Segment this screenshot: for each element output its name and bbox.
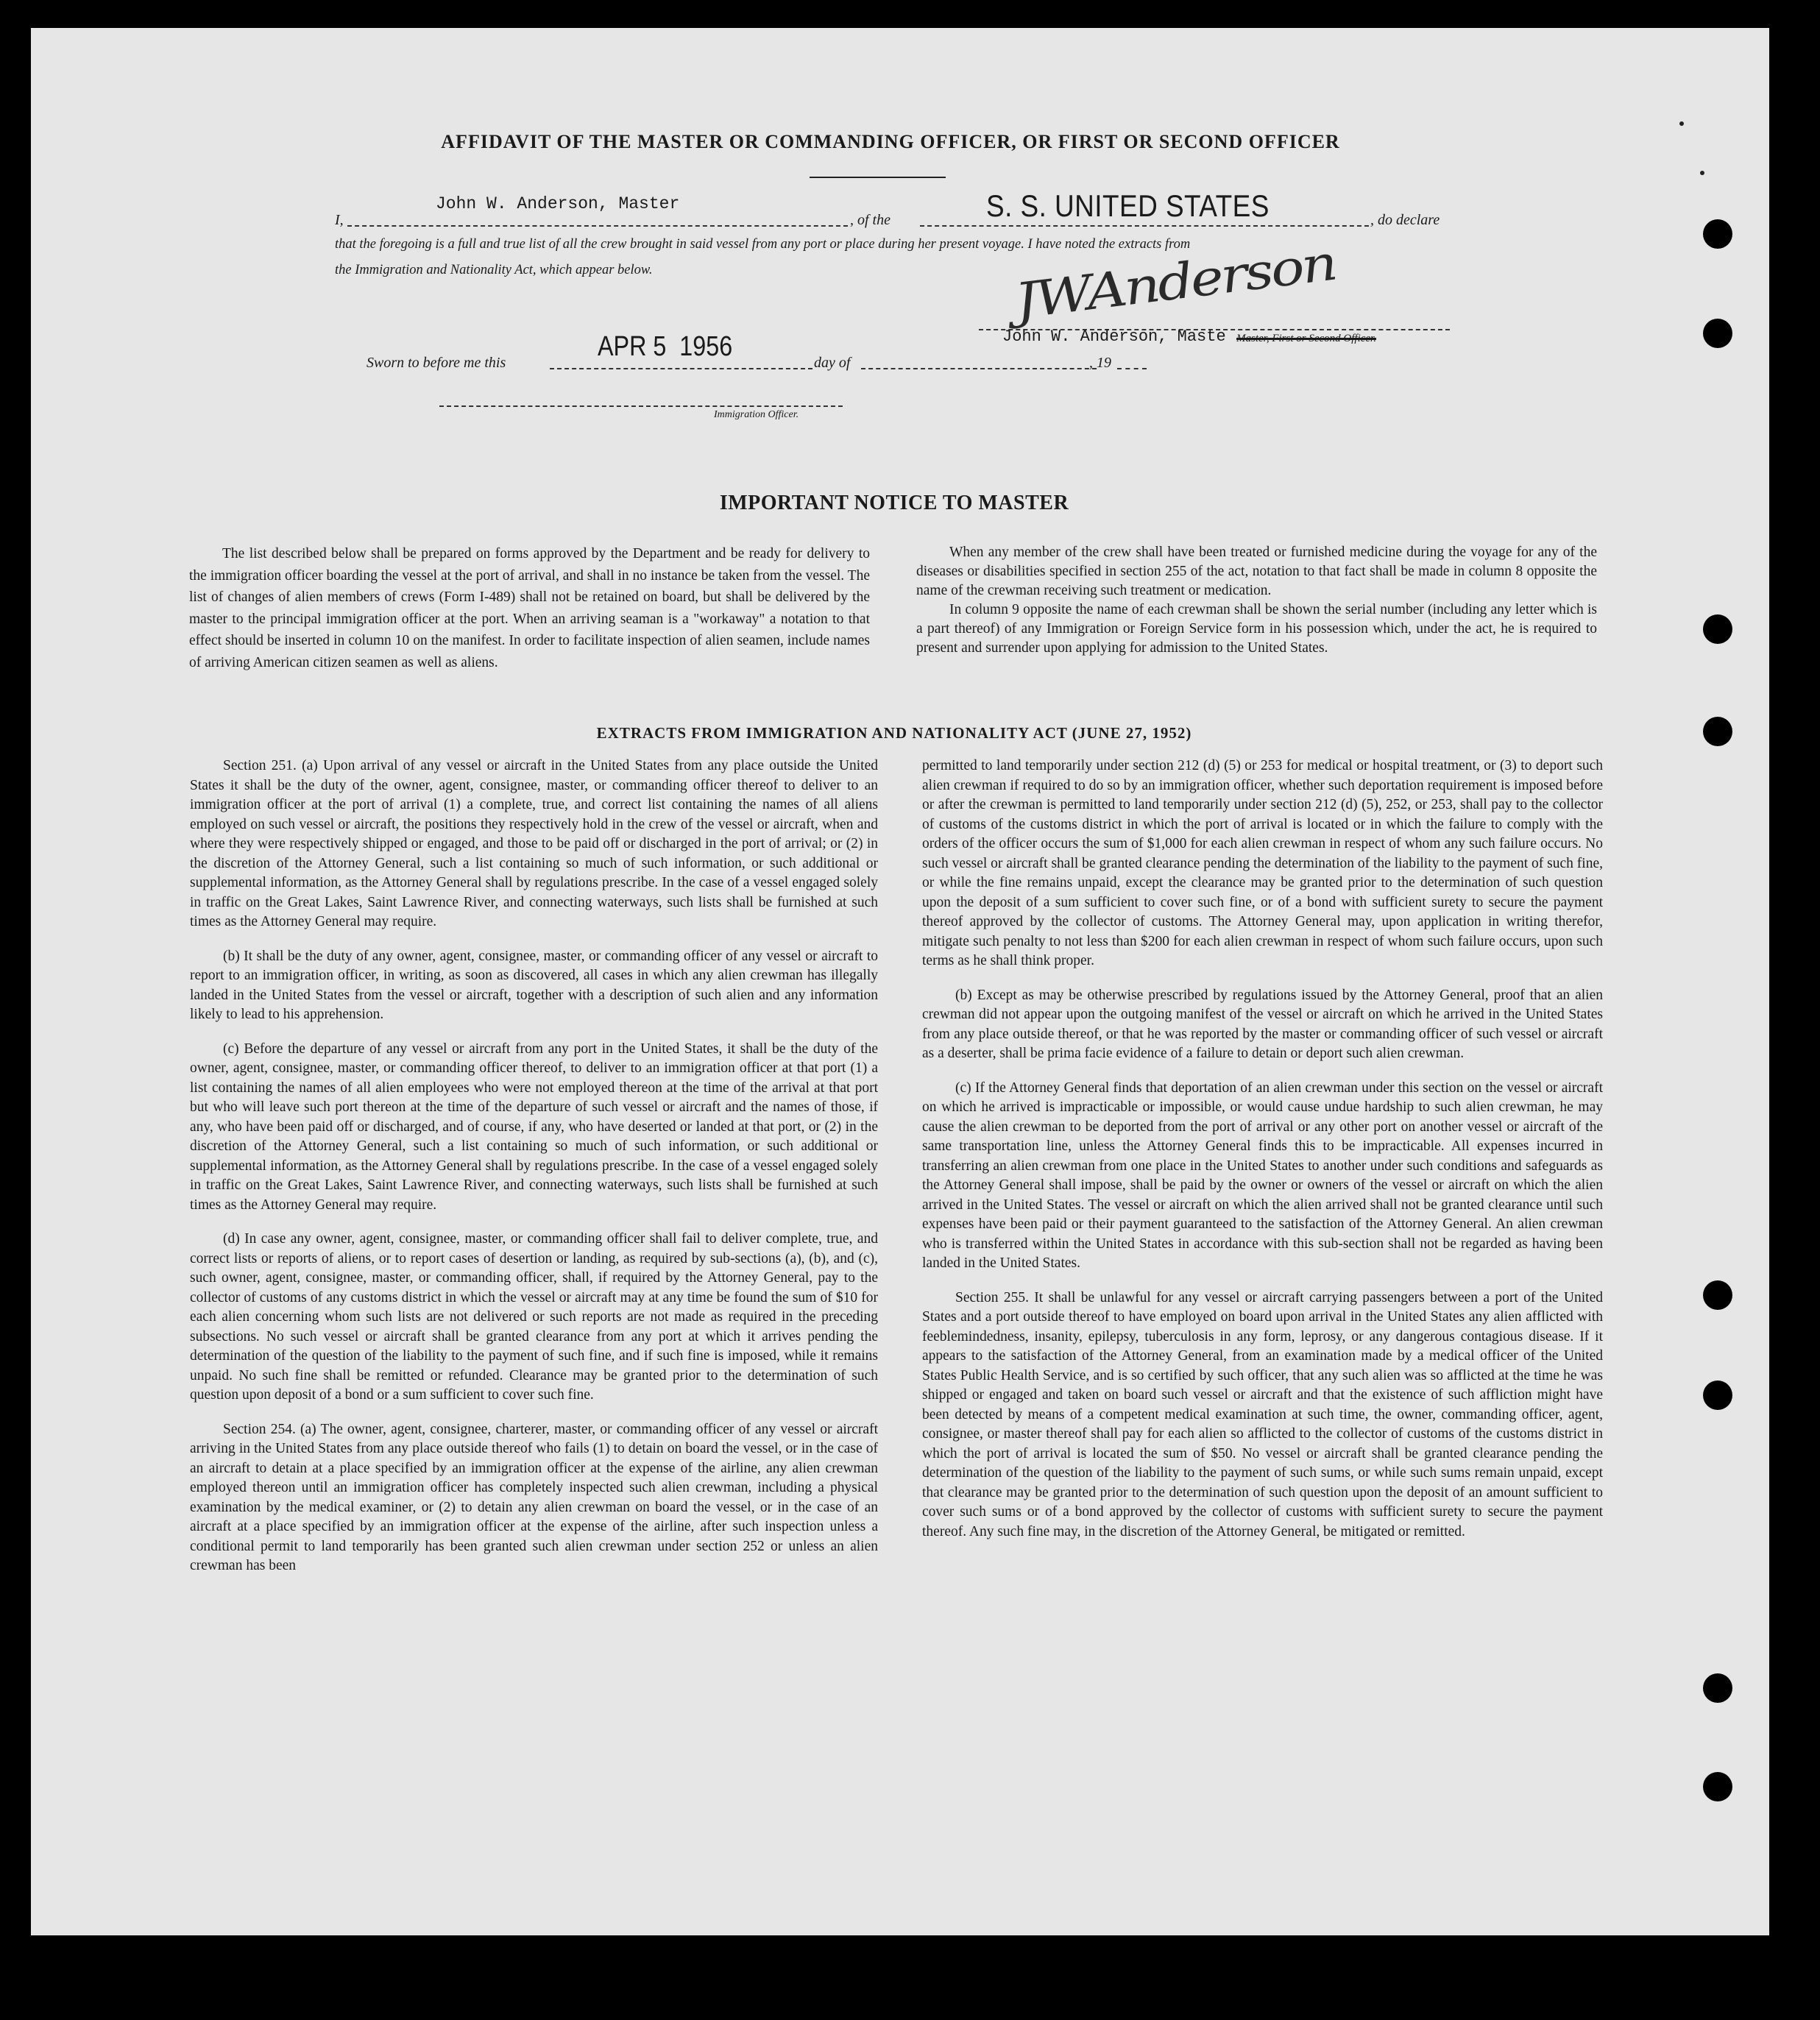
binder-hole (1703, 1381, 1732, 1410)
sworn-date: APR 5 1956 (598, 331, 733, 362)
binder-hole (1703, 1280, 1732, 1310)
binder-hole (1703, 614, 1732, 644)
extract-section-251d: (d) In case any owner, agent, consignee, master, or commanding officer shall fail to deliver complete, true, and correct lists or reports of aliens, or to report cases of desertion or landing, as required by sub-sections (a), (b), and (c), such owner, agent, consignee, master, or commanding officer, shall, if required by the Attorney General, pay to the collector of customs of any customs district in which the vessel or aircraft may at any time be found the sum of $10 for each alien concerning whom such lists are not delivered or such reports are not made as required in the preceding subsections. No such vessel or aircraft shall be granted clearance from any port at which it arrives pending the determination of the question of the liability to the payment of such fine, and if such fine is imposed, while it remains unpaid. No such fine shall be remitted or refunded. Clearance may be granted prior to the determination of such question upon deposit of a bond or a sum sufficient to cover such fine. (190, 1231, 878, 1403)
i-label: I, (335, 212, 344, 228)
binder-hole (1703, 1673, 1732, 1703)
year-leader (1117, 368, 1147, 369)
extract-section-251a: Section 251. (a) Upon arrival of any vessel or aircraft in the United States from any place outside the United States it shall be the duty of the owner, agent, consignee, master, or commanding officer thereof to deliver to an immigration officer at the port of arrival (1) a complete, true, and correct list containing the names of all aliens employed on such vessel or aircraft, the positions they respectively hold in the crew of the vessel or aircraft, when and where they were respectively shipped or engaged, and those to be paid off or discharged in the port of arrival; or (2) in the discretion of the Attorney General, such a list containing so much of such information, or such additional or supplemental information, as the Attorney General shall by regulations prescribe. In the case of a vessel engaged solely in traffic on the Great Lakes, Saint Lawrence River, and connecting waterways, such lists shall be furnished at such times as the Attorney General may require. (190, 758, 878, 929)
notice-left-column (189, 543, 870, 687)
declarant-name: John W. Anderson, Master (436, 194, 680, 213)
sworn-date-leader (550, 368, 812, 369)
notice-right-paragraph-1: When any member of the crew shall have been treated or furnished medicine during the voyage for any of the diseases or disabilities specified in section 255 of the act, notation to that fact shall be made in column 8 opposite the name of the crewman receiving such treatment or medication. (916, 545, 1597, 598)
title-rule (810, 177, 946, 178)
extract-section-255: Section 255. It shall be unlawful for any vessel or aircraft carrying passengers between a port of the United States and a port outside thereof to have employed on board upon arrival in the United States any alien afflicted with feeblemindedness, insanity, epilepsy, tuberculosis in any form, leprosy, or any dangerous contagious disease. If it appears to the satisfaction of the Attorney General, from an examination made by a medical officer of the United States Public Health Service, and is so certified by such officer, that any such alien was so afflicted at the time he was shipped or engaged and taken on board such vessel or aircraft and that the existence of such affliction might have been detected by means of a competent medical examination at such time, the owner, commanding officer, agent, consignee, or master thereof shall pay for each alien so afflicted to the collector of customs of the customs district in which the port of arrival is located the sum of $50. No vessel or aircraft shall be granted clearance pending the determination of the question of the liability to the payment of such sums, or while such sums remain unpaid, except that clearance may be granted prior to the determination of such question upon the deposit of an amount sufficient to cover such sums or of a bond approved by the collector of customs with sufficient surety to secure the payment thereof. Any such fine may, in the discretion of the Attorney General, be mitigated or remitted. (922, 1289, 1603, 1539)
officer-leader (439, 405, 843, 407)
of-the-label: , of the (850, 212, 890, 228)
binder-hole (1703, 717, 1732, 746)
declaration-line-1: that the foregoing is a full and true list of all the crew brought in said vessel from any port or place during her present voyage. I have noted the extracts from (335, 237, 1191, 252)
year-prefix: , 19 (1089, 355, 1111, 371)
declarant-leader (347, 225, 848, 227)
signer-struck-caption: Master, First or Second Officer. (1236, 333, 1376, 344)
speck (1700, 171, 1704, 175)
notice-left-paragraph: The list described below shall be prepared on forms approved by the Department and be ready for delivery to the immigration officer boarding the vessel at the port of arrival, and shall in no instance be taken from the vessel. The list of changes of alien members of crews (Form I-489) shall not be retained on board, but shall be delivered by the master to the principal immigration officer at the port. When an arriving seaman is a "workaway" a notation to that effect should be inserted in column 10 on the manifest. In order to facilitate inspection of alien seamen, include names of arriving American citizen seamen as well as aliens. (189, 546, 870, 670)
extract-section-254c: (c) If the Attorney General finds that deportation of an alien crewman under this section on the vessel or aircraft on which he arrived is impracticable or impossible, or would cause undue hardship to such alien crewman, he may cause the alien crewman to be deported from the port of arrival or any other port on another vessel or aircraft of the same transportation line, unless the Attorney General finds this to be impracticable. All expenses incurred in transferring an alien crewman from one place in the United States to another under such conditions and safeguards as the Attorney General shall impose, shall be paid by the owner or owners of the vessel or aircraft on which the alien arrived in the United States. The vessel or aircraft on which the alien arrived shall not be granted clearance until such expenses have been paid or their payment guaranteed to the satisfaction of the Attorney General. An alien crewman who is transferred within the United States in accordance with this sub-section shall not be regarded as having been landed in the United States. (922, 1080, 1603, 1271)
month-leader (861, 368, 1097, 369)
notice-right-column (916, 543, 1597, 671)
extracts-right-column (922, 756, 1603, 1556)
binder-hole (1703, 319, 1732, 348)
notice-title: IMPORTANT NOTICE TO MASTER (719, 492, 1069, 514)
extract-section-254a-cont: permitted to land temporarily under section 212 (d) (5) or 253 for medical or hospital treatment, or (3) to deport such alien crewman if required to do so by an immigration officer, whether such deportation requirement is imposed before or after the crewman is permitted to land temporarily under section 212 (d) (5), 252, or 253, shall pay to the collector of customs of the customs district in which the port of arrival is located or in which the failure to comply with the orders of the officer occurs the sum of $1,000 for each alien crewman in respect of whom any such failure occurs. No such vessel or aircraft shall be granted clearance pending the determination of the liability to the payment of such fine, or while the fine remains unpaid, except the clearance may be granted prior to the determination of such question upon the deposit of a sum sufficient to cover such fine, or of a bond with sufficient surety to secure the payment thereof approved by the collector of customs. The Attorney General may, upon application in writing therefor, mitigate such penalty to not less than $200 for each alien crewman in respect of whom such failure occurs, upon such terms as he shall think proper. (922, 758, 1603, 968)
declaration-line-2: the Immigration and Nationality Act, which appear below. (335, 263, 653, 277)
extracts-left-column (190, 756, 878, 1591)
speck (1679, 121, 1684, 126)
extracts-title: EXTRACTS FROM IMMIGRATION AND NATIONALITY ACT (JUNE 27, 1952) (596, 724, 1192, 742)
vessel-leader (920, 225, 1369, 227)
binder-hole (1703, 219, 1732, 249)
do-declare-label: , do declare (1370, 212, 1440, 228)
notice-right-paragraph-2: In column 9 opposite the name of each crewman shall be shown the serial number (including any letter which is a part thereof) of any Immigration or Foreign Service form in his possession which, under the act, he is required to present and surrender upon applying for admission to the United States. (916, 602, 1597, 656)
sworn-label: Sworn to before me this (367, 355, 506, 371)
extract-section-254b: (b) Except as may be otherwise prescribed by regulations issued by the Attorney General, proof that an alien crewman did not appear upon the outgoing manifest of the vessel or aircraft on which he arrived in the United States from any place outside thereof, or that he was reported by the master or commanding officer of such vessel or aircraft as a deserter, shall be prima facie evidence of a failure to detain or deport such alien crewman. (922, 987, 1603, 1061)
vessel-name: S. S. UNITED STATES (986, 188, 1270, 223)
affidavit-title: AFFIDAVIT OF THE MASTER OR COMMANDING OFFICER, OR FIRST OR SECOND OFFICER (441, 131, 1340, 152)
binder-hole (1703, 1772, 1732, 1801)
extract-section-254a: Section 254. (a) The owner, agent, consignee, charterer, master, or commanding officer of any vessel or aircraft arriving in the United States from any place outside thereof who fails (1) to detain on board the vessel, or in the case of an aircraft to detain at a place specified by an immigration officer at the expense of the airline, any alien crewman employed thereon until an immigration officer has completely inspected such alien crewman, including a physical examination by the medical examiner, or (2) to detain any alien crewman on board the vessel, or in the case of an aircraft at a place specified by an immigration officer at the expense of the airline, after such inspection unless a conditional permit to land temporarily has been granted such alien crewman under section 252 or unless an alien crewman has been (190, 1421, 878, 1573)
signature: JWAnderson (1012, 234, 1339, 330)
officer-caption: Immigration Officer. (714, 409, 799, 420)
day-of-label: day of (814, 355, 851, 371)
extract-section-251c: (c) Before the departure of any vessel or aircraft from any port in the United States, it shall be the duty of the owner, agent, consignee, master, or commanding officer thereof, to deliver to an immigration officer at that port (1) a list containing the names of all alien employees who were not employed thereon at the time of the arrival at that port but who will leave such port thereon at the time of the departure of such vessel or aircraft and the names of those, if any, who have been paid off or discharged, and of course, if any, who have deserted or landed at that port, or (2) in the discretion of the Attorney General, such a list containing so much of such information, or such additional or supplemental information, as the Attorney General shall by regulations prescribe. In the case of a vessel engaged solely in traffic on the Great Lakes, Saint Lawrence River, and connecting waterways, such lists shall be furnished at such times as the Attorney General may require. (190, 1041, 878, 1213)
signer-typed: John W. Anderson, Maste (1002, 327, 1226, 346)
extract-section-251b: (b) It shall be the duty of any owner, agent, consignee, master, or commanding officer of any vessel or aircraft to report to an immigration officer, in writing, as soon as discovered, all cases in which any alien crewman has illegally landed in the United States from the vessel or aircraft, together with a description of such alien and any information likely to lead to his apprehension. (190, 948, 878, 1022)
